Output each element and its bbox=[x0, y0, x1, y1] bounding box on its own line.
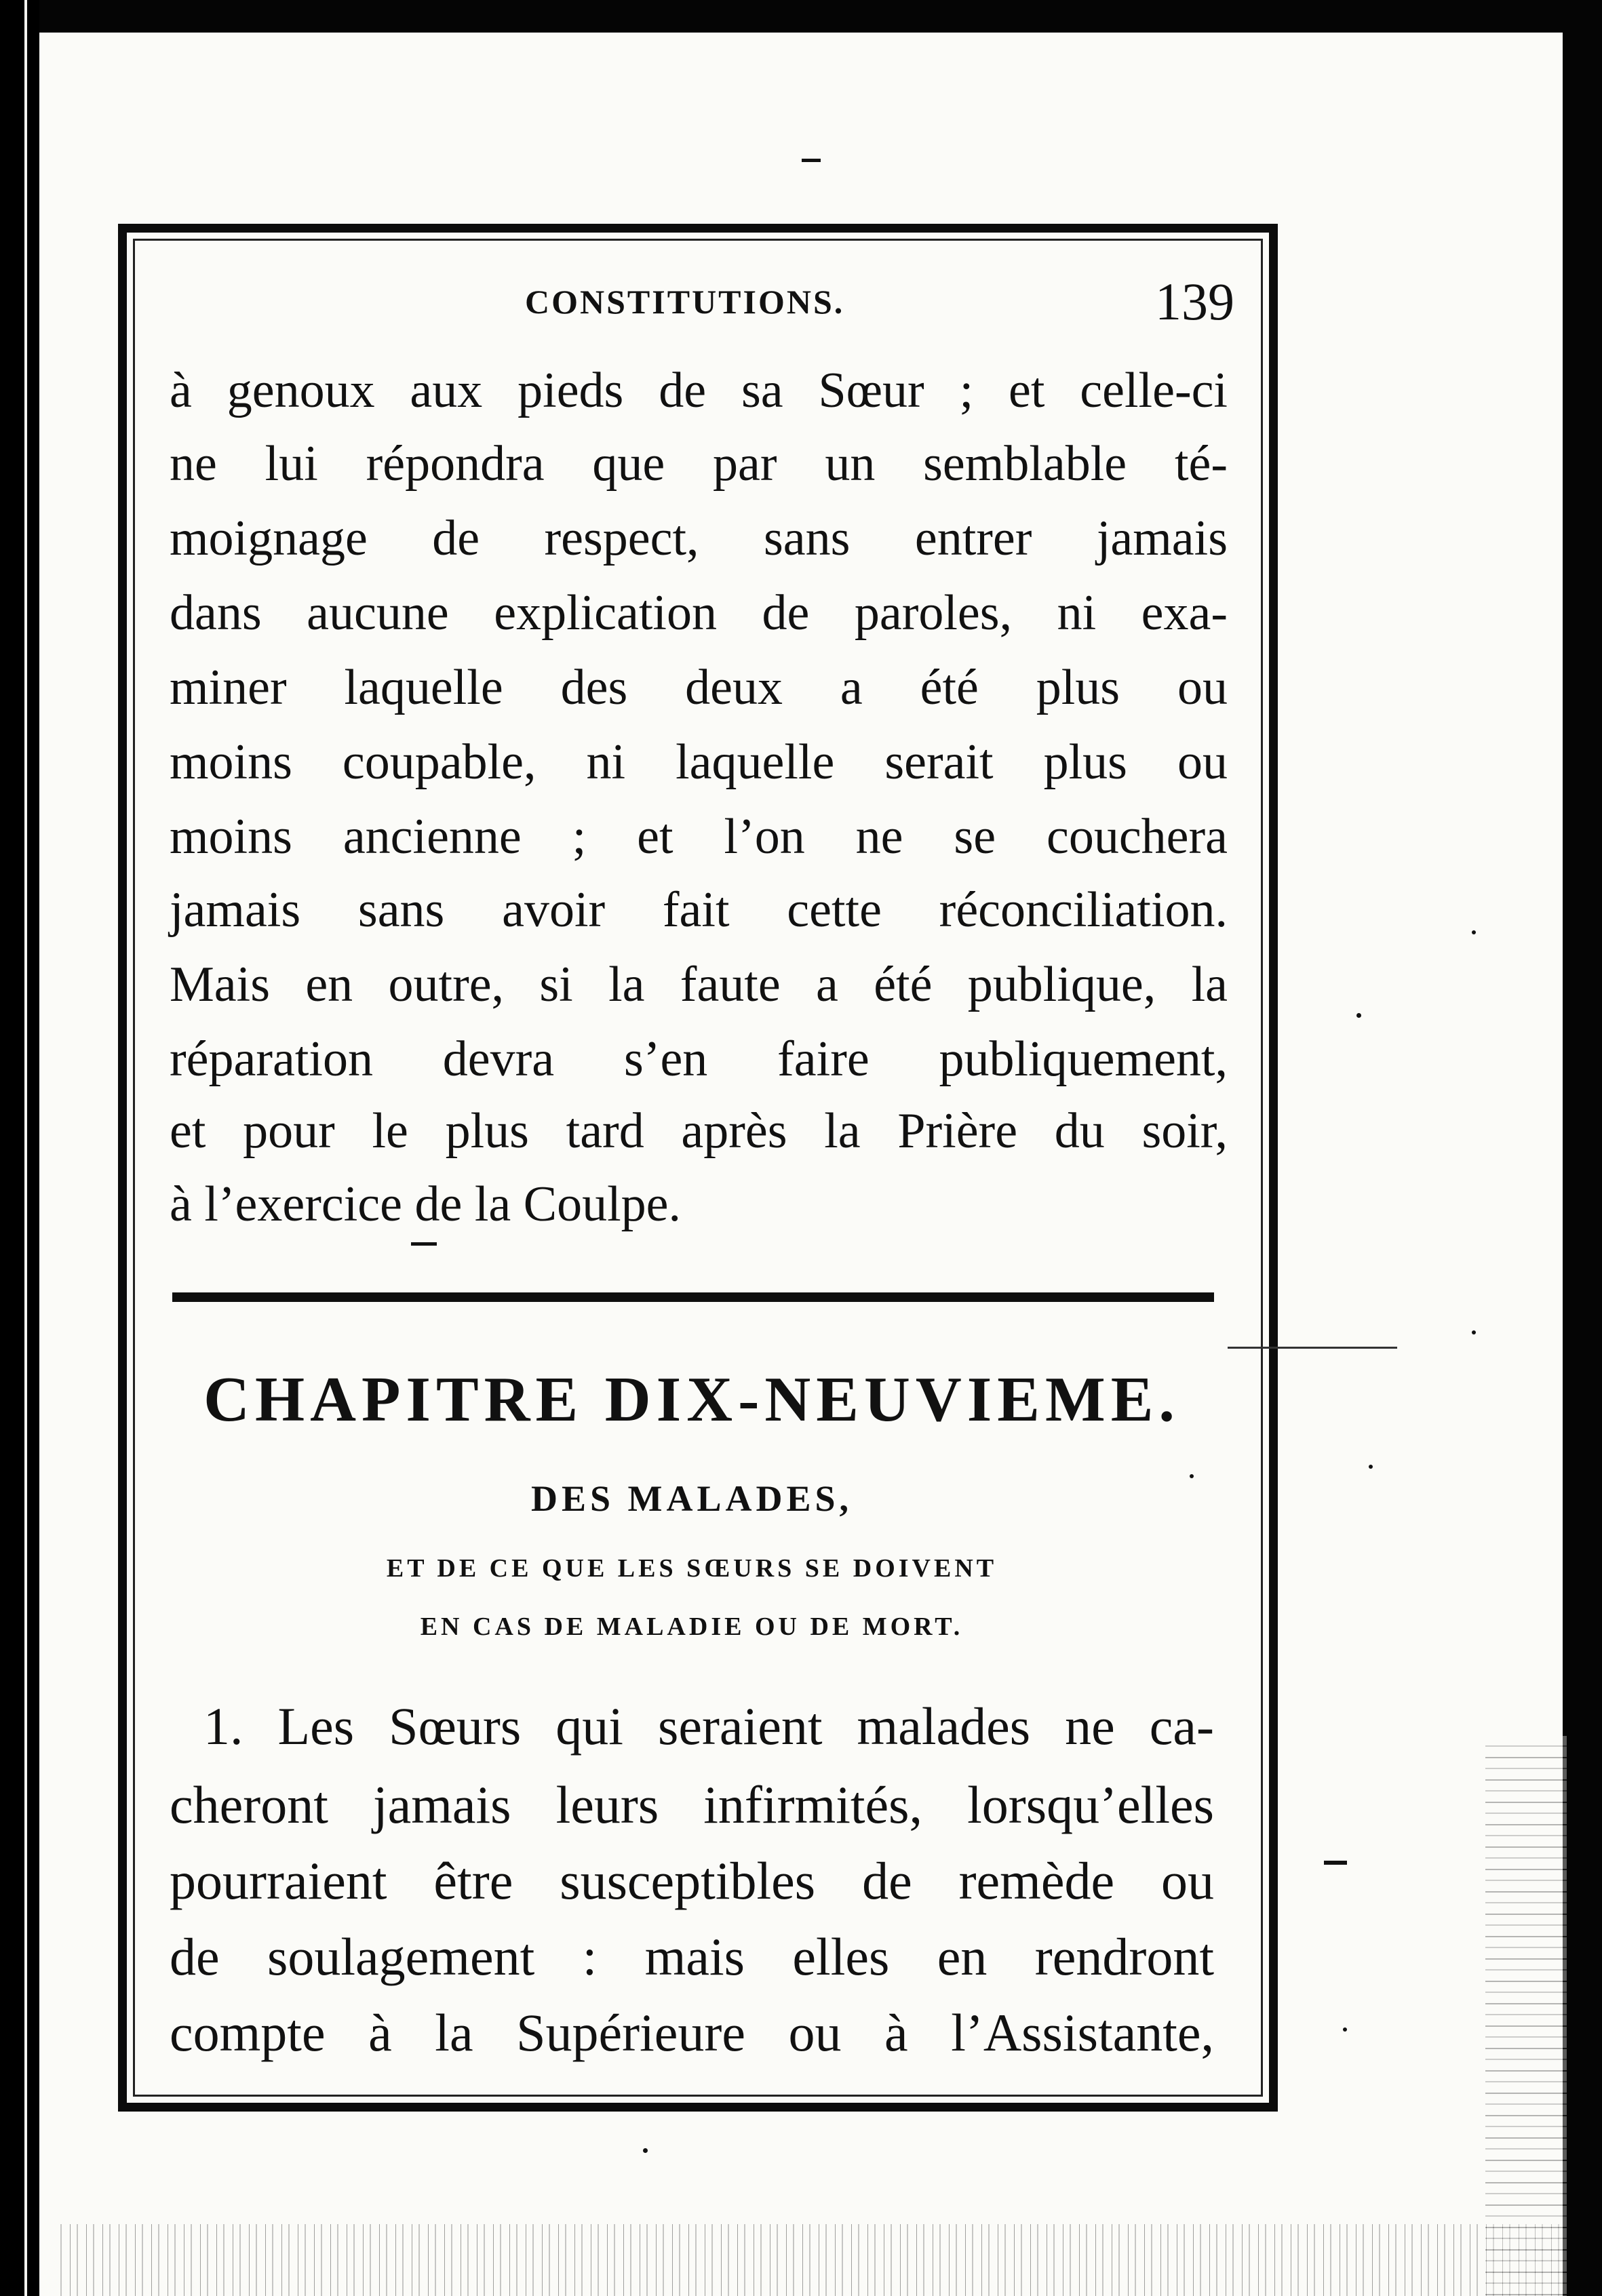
body-line: et pour le plus tard après la Prière du soir, bbox=[170, 1103, 1228, 1159]
paragraph-line: pourraient être susceptibles de remède ou bbox=[170, 1851, 1214, 1910]
scan-edge-line bbox=[24, 0, 27, 2296]
chapter-subtitle-line: EN CAS DE MALADIE OU DE MORT. bbox=[420, 1612, 964, 1641]
scan-dark-margin bbox=[0, 0, 39, 2296]
body-line: moins ancienne ; et l’on ne se couchera bbox=[170, 809, 1228, 865]
body-line: à genoux aux pieds de sa Sœur ; et celle-ci bbox=[170, 363, 1228, 418]
scan-speck bbox=[1369, 1465, 1373, 1469]
body-line: Mais en outre, si la faute a été publique, la bbox=[170, 957, 1228, 1012]
paragraph-line: cheront jamais leurs infirmités, lorsqu’elles bbox=[170, 1775, 1214, 1834]
body-line: à l’exercice de la Coulpe. bbox=[170, 1176, 681, 1232]
body-line: ne lui répondra que par un semblable té- bbox=[170, 436, 1228, 492]
body-line: moignage de respect, sans entrer jamais bbox=[170, 511, 1228, 566]
scan-speck bbox=[1472, 1330, 1476, 1334]
body-line: dans aucune explication de paroles, ni exa- bbox=[170, 585, 1228, 641]
scan-mark bbox=[1324, 1861, 1347, 1865]
scan-mark bbox=[1228, 1347, 1397, 1349]
scan-speck bbox=[1472, 930, 1476, 934]
scan-bottom-noise bbox=[54, 2224, 1560, 2296]
body-line: miner laquelle des deux a été plus ou bbox=[170, 660, 1228, 715]
body-line: moins coupable, ni laquelle serait plus ou bbox=[170, 734, 1228, 790]
chapter-subtitle: DES MALADES, bbox=[530, 1478, 853, 1519]
scan-mark bbox=[802, 159, 821, 162]
paragraph-line: de soulagement : mais elles en rendront bbox=[170, 1927, 1214, 1986]
running-title: CONSTITUTIONS. bbox=[525, 283, 845, 321]
body-line: jamais sans avoir fait cette réconciliation. bbox=[170, 882, 1228, 938]
body-line: réparation devra s’en faire publiquement, bbox=[170, 1031, 1228, 1087]
scan-right-noise bbox=[1485, 1736, 1567, 2296]
paragraph-line: compte à la Supérieure ou à l’Assistante, bbox=[170, 2003, 1214, 2062]
chapter-subtitle-line: ET DE CE QUE LES SŒURS SE DOIVENT bbox=[386, 1554, 998, 1583]
scan-speck bbox=[1343, 2027, 1347, 2032]
scan-speck bbox=[643, 2148, 648, 2153]
page-number: 139 bbox=[1155, 272, 1234, 331]
chapter-title: CHAPITRE DIX-NEUVIEME. bbox=[203, 1364, 1180, 1435]
scan-mark bbox=[411, 1242, 437, 1246]
section-divider bbox=[172, 1292, 1214, 1302]
scan-speck bbox=[1190, 1474, 1194, 1478]
paragraph-line: 1. Les Sœurs qui seraient malades ne ca- bbox=[203, 1697, 1214, 1756]
scan-speck bbox=[1356, 1013, 1361, 1018]
